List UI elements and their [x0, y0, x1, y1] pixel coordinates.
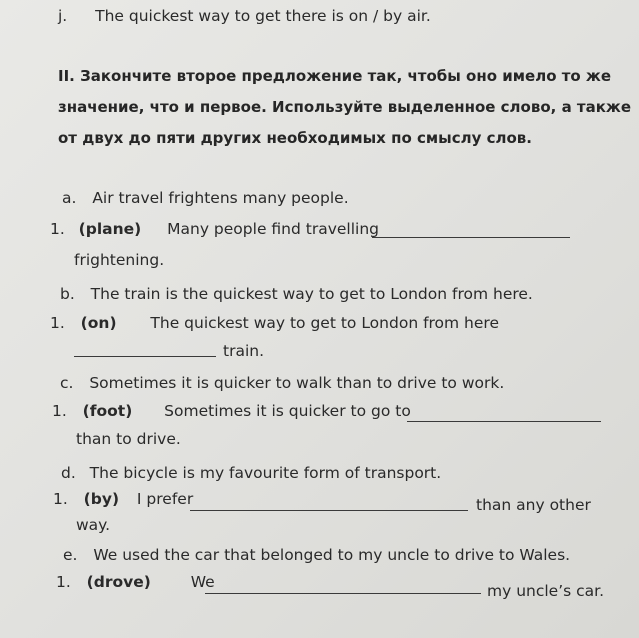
- item-letter: c.: [60, 374, 74, 392]
- item-letter: a.: [62, 189, 77, 207]
- sentence-start: Many people find travelling: [167, 220, 379, 238]
- keyword: (drove): [86, 573, 151, 591]
- item-c-sentence: [60, 373, 504, 393]
- task-instruction-line-3: от двух до пяти других необходимых по смыслу слов.: [58, 129, 532, 147]
- item-e-sentence: [63, 545, 570, 565]
- task-instruction-line-1: II. Закончите второе предложение так, чтобы оно имело то же: [58, 67, 612, 85]
- sentence-start: The quickest way to get to London from here: [150, 314, 499, 332]
- item-b-sentence: [60, 284, 533, 304]
- item-d-rewrite: [53, 489, 193, 509]
- sentence-end-2: way.: [76, 516, 111, 534]
- item-letter: b.: [60, 285, 75, 303]
- item-number: 1.: [52, 402, 67, 420]
- original-sentence: The bicycle is my favourite form of transport.: [89, 464, 442, 482]
- keyword: (by): [83, 490, 120, 508]
- answer-blank-d[interactable]: [190, 510, 468, 511]
- item-b-rewrite: [50, 313, 499, 333]
- sentence-start: We: [190, 573, 215, 591]
- original-sentence: Air travel frightens many people.: [92, 189, 349, 207]
- sentence-end: than to drive.: [76, 430, 181, 448]
- sentence-start: I prefer: [136, 490, 194, 508]
- keyword: (plane): [78, 220, 142, 238]
- keyword: (on): [80, 314, 117, 332]
- answer-blank-a[interactable]: [372, 237, 570, 238]
- item-number: 1.: [53, 490, 68, 508]
- sentence-end: frightening.: [74, 251, 165, 269]
- sentence-start: Sometimes it is quicker to go to: [164, 402, 411, 420]
- keyword: (foot): [82, 402, 133, 420]
- item-number: 1.: [50, 314, 65, 332]
- item-letter: j.: [58, 7, 68, 25]
- original-sentence: The train is the quickest way to get to London from here.: [90, 285, 533, 303]
- sentence-end: than any other: [476, 496, 591, 514]
- item-letter: e.: [63, 546, 78, 564]
- sentence-end: train.: [223, 342, 265, 360]
- item-a-sentence: [62, 188, 349, 208]
- item-number: 1.: [50, 220, 65, 238]
- item-j: [58, 6, 431, 26]
- item-number: 1.: [56, 573, 71, 591]
- item-d-sentence: [61, 463, 441, 483]
- sentence-end: my uncle’s car.: [487, 582, 605, 600]
- answer-blank-c[interactable]: [407, 421, 601, 422]
- item-a-rewrite: [50, 219, 379, 239]
- original-sentence: We used the car that belonged to my uncle to drive to Wales.: [93, 546, 571, 564]
- answer-blank-b[interactable]: [74, 356, 216, 357]
- item-e-rewrite: [56, 572, 215, 592]
- task-instruction-line-2: значение, что и первое. Используйте выделенное слово, а также: [58, 98, 632, 116]
- answer-blank-e[interactable]: [205, 593, 481, 594]
- item-sentence: The quickest way to get there is on / by air.: [95, 7, 431, 25]
- original-sentence: Sometimes it is quicker to walk than to drive to work.: [89, 374, 505, 392]
- item-c-rewrite: [52, 401, 411, 421]
- item-letter: d.: [61, 464, 76, 482]
